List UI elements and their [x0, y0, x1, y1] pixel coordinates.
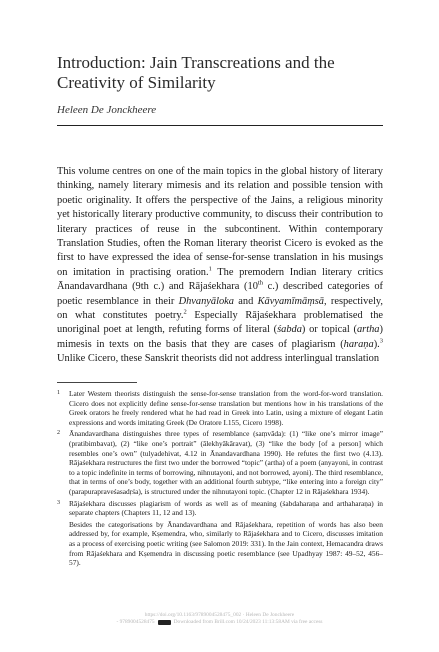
title-rule — [57, 125, 383, 126]
body-text — [57, 165, 383, 367]
doi-line[interactable]: https://doi.org/10.1163/9789004528475_002 · Heleen De Jonckheere — [144, 612, 295, 618]
download-note: Downloaded from Brill.com 10/24/2023 11:13:58AM via free access — [173, 619, 323, 625]
footnote-ref[interactable]: 1 — [208, 265, 212, 273]
author-name: Heleen De Jonckheere — [57, 104, 157, 116]
isbn-text: - 9789004528475 — [116, 619, 155, 625]
paragraph: This volume centres on one of the main topics in the global history of literary thinking, namely literary mimesis and its relation and possible tension with poetic originality. It offers the perspective of the Jains, a religious minority yet historically literary productive community, to discuss their contribution to literary practices of reuse in the subcontinent. Within contemporary Translation Studies, often the Roman literary theorist Cicero is evoked as the first to have expressed the idea of sense-for-sense translation in his musings on imitation in practising oration.$^1$ The premodern Indian literary critics Ānandavardhana (9th c.) and Rājaśekhara (10th c.) described categories of poetic resemblance in their Dhvanyāloka and Kāvyamīmāṃsā, respectively, on what constitutes poetry.$^2$ Especially Rājaśekhara problematised the unoriginal poet at length, refuting forms of literal (śabda) or topical (artha) mimesis in texts on the basis that they are cases of plagiarism (haraṇa).$^3$ Unlike Cicero, these Sanskrit theorists did not address interlingual translation — [57, 166, 384, 365]
footnote-ref[interactable]: 2 — [183, 308, 187, 316]
footnote-continuation — [57, 520, 383, 568]
footnotes — [57, 389, 383, 570]
footnote-number: 3 — [57, 499, 60, 506]
page-footer — [0, 612, 439, 626]
footnote-number: 1 — [57, 390, 60, 396]
footnote — [57, 499, 383, 518]
footnote-number: 2 — [57, 430, 60, 437]
footnote — [57, 389, 383, 427]
chapter-title: Introduction: Jain Transcreations and the Creativity of Similarity — [57, 53, 335, 92]
footnote-text: Besides the categorisations by Ānandavardhana and Rājaśekhara, repetition of words has also been addressed by, for example, Kṣemendra, who, similarly to Rājaśekhara and to Cicero, discusses imitation as a process of exercising poetic writing (see Salomon 2019: 331). In the Jain context, Hemacandra draws from Rājaśekhara and Kṣemendra in discussing poetic resemblance (see Upadhyay 1987: 49–52, 456–57). — [69, 519, 383, 568]
footnote-rule — [57, 382, 137, 383]
license-badge-icon — [158, 620, 171, 625]
footnote-text: Ānandavardhana distinguishes three types of resemblance (saṃvāda): (1) “like one’s mirror image” (pratibimbavat), (2) “like one’s portrait” (ālekhyākāravat), (3) “like the body [of a person] which resembles one’s own” (tulyadehivat, 4.12 in Ānandavardhana 1990). He refutes the first two (4.13). Rājaśekhara restructures the first two under the borrowed “topic” (artha) of a poem (anyayoni, in contrast to a topic indefinite in terms of borrowing, nihnutayoni, and not borrowed, ayoni). The third resemblance, that in terms of one’s body, together with an additional fourth subtype, “like entering into a foreign city” (parapurapraveśasadṛśa), is structured under the nihnutayoni topic. (Chapter 12 in Rājaśekhara 1934). — [69, 429, 383, 496]
footnote-ref[interactable]: 3 — [379, 337, 383, 345]
footnote-text: Later Western theorists distinguish the sense-for-sense translation from the word-for-word translation. Cicero does not explicitly define sense-for-sense translation but mentions how in his translations of the Greek orators he freely rendered what he had read in Greek into Latin, using a mixture of elegant Latin expressions and words imitating Greek (De Oratore I.155, Cicero 1998). — [69, 389, 383, 427]
footnote — [57, 429, 383, 496]
footnote-text: Rājaśekhara discusses plagiarism of words as well as of meaning (śabdaharaṇa and arthaharaṇa) in separate chapters (Chapters 11, 12 and 13). — [69, 498, 383, 518]
footer-line-2 — [116, 619, 322, 626]
